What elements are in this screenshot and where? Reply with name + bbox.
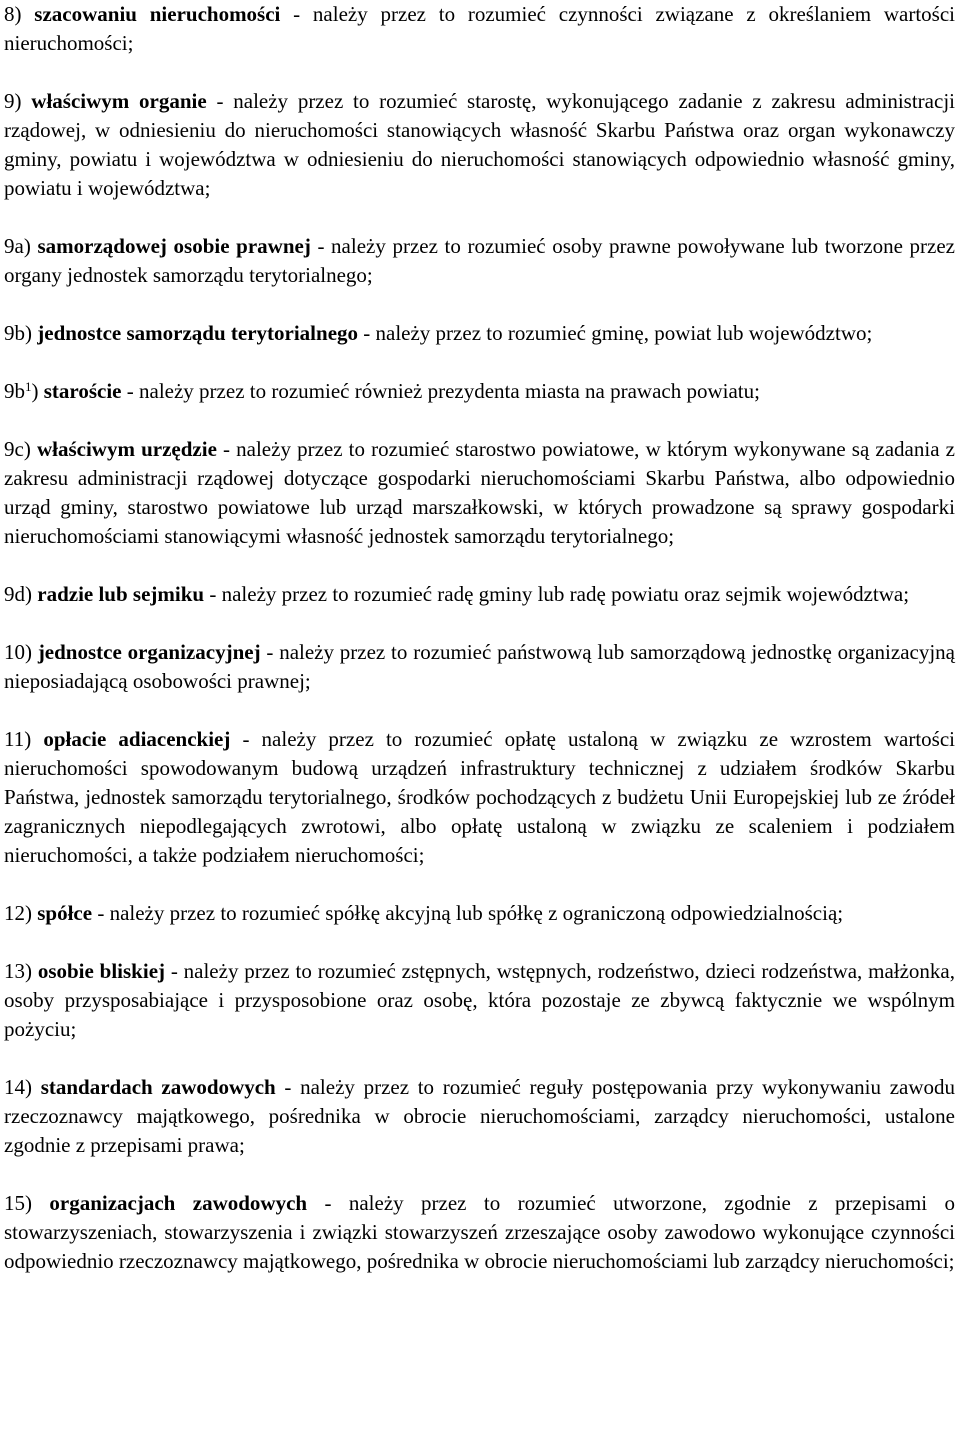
definition-term: staroście	[43, 379, 122, 403]
definition-text: - należy przez to rozumieć reguły postępowania przy wykonywaniu zawodu rzeczoznawcy majątkowego, pośrednika w obrocie nieruchomościami, zarządcy nieruchomości, ustalone zgodnie z przepisami prawa;	[4, 1075, 955, 1157]
definition-term: standardach zawodowych	[40, 1075, 276, 1099]
definition-12	[4, 899, 955, 928]
definition-text: - należy przez to rozumieć czynności związane z określaniem wartości nieruchomości;	[4, 2, 956, 55]
definition-term: jednostce organizacyjnej	[37, 640, 261, 664]
definition-number: 13)	[4, 959, 32, 983]
definition-number: 9)	[4, 89, 22, 113]
definition-9b	[4, 319, 955, 348]
definition-number-suffix: )	[31, 379, 39, 403]
definition-text: - należy przez to rozumieć osoby prawne powoływane lub tworzone przez organy jednostek samorządu terytorialnego;	[4, 234, 956, 287]
definition-text: - należy przez to rozumieć starostę, wykonującego zadanie z zakresu administracji rządowej, w odniesieniu do nieruchomości stanowiących własność Skarbu Państwa oraz organ wykonawczy gminy, powiatu i województwa w odniesieniu do nieruchomości stanowiących odpowiednio własność gminy, powiatu i województwa;	[4, 89, 955, 200]
definition-9	[4, 87, 955, 203]
definition-term: jednostce samorządu terytorialnego	[37, 321, 359, 345]
definition-number: 15)	[4, 1191, 32, 1215]
document-page	[4, 0, 955, 1276]
definition-number: 9b)	[4, 321, 32, 345]
definition-number: 10)	[4, 640, 32, 664]
definition-term: radzie lub sejmiku	[37, 582, 205, 606]
definition-number: 14)	[4, 1075, 32, 1099]
definition-term: właściwym urzędzie	[36, 437, 217, 461]
definition-9a	[4, 232, 955, 290]
definition-number: 9d)	[4, 582, 32, 606]
definition-number: 11)	[4, 727, 32, 751]
definition-text: - należy przez to rozumieć gminę, powiat lub województwo;	[358, 321, 873, 345]
definition-term: właściwym organie	[31, 89, 207, 113]
definition-text: - należy przez to rozumieć również prezydenta miasta na prawach powiatu;	[121, 379, 760, 403]
definition-number-superscript: 1	[25, 379, 32, 394]
definition-term: opłacie adiacenckiej	[43, 727, 231, 751]
definition-8	[4, 0, 955, 58]
definition-15	[4, 1189, 955, 1276]
definition-number: 12)	[4, 901, 32, 925]
definition-text: - należy przez to rozumieć zstępnych, wstępnych, rodzeństwo, dzieci rodzeństwa, małżonka, osoby przysposabiające i przysposobione oraz osobę, która pozostaje ze zbywcą faktycznie we wspólnym pożyciu;	[4, 959, 956, 1041]
definition-9c	[4, 435, 955, 551]
definition-term: szacowaniu nieruchomości	[34, 2, 281, 26]
definition-text: - należy przez to rozumieć starostwo powiatowe, w którym wykonywane są zadania z zakresu administracji rządowej dotyczące gospodarki nieruchomościami Skarbu Państwa, albo odpowiednio urząd gminy, starostwo powiatowe lub urząd marszałkowski, w których prowadzone są sprawy gospodarki nieruchomościami stanowiącymi własność jednostek samorządu terytorialnego;	[4, 437, 955, 548]
definition-term: spółce	[37, 901, 93, 925]
definition-text: - należy przez to rozumieć spółkę akcyjną lub spółkę z ograniczoną odpowiedzialnością;	[92, 901, 844, 925]
definition-number: 9c)	[4, 437, 31, 461]
definition-13	[4, 957, 955, 1044]
definition-term: samorządowej osobie prawnej	[37, 234, 311, 258]
definition-text: - należy przez to rozumieć opłatę ustaloną w związku ze wzrostem wartości nieruchomości spowodowanym budową urządzeń infrastruktury technicznej z udziałem środków Skarbu Państwa, jednostek samorządu terytorialnego, środków pochodzących z budżetu Unii Europejskiej lub ze źródeł zagranicznych niepodlegających zwrotowi, albo opłatę ustaloną w związku ze scaleniem i podziałem nieruchomości, a także podziałem nieruchomości;	[4, 727, 955, 867]
definition-11	[4, 725, 955, 870]
definition-term: osobie bliskiej	[37, 959, 166, 983]
definition-term: organizacjach zawodowych	[49, 1191, 308, 1215]
definition-number: 8)	[4, 2, 22, 26]
definition-number: 9a)	[4, 234, 31, 258]
definition-text: - należy przez to rozumieć radę gminy lub radę powiatu oraz sejmik województwa;	[204, 582, 910, 606]
definition-10	[4, 638, 955, 696]
definition-9b1	[4, 377, 955, 406]
definition-number: 9b	[4, 379, 25, 403]
definition-14	[4, 1073, 955, 1160]
definition-text: - należy przez to rozumieć państwową lub samorządową jednostkę organizacyjną nieposiadającą osobowości prawnej;	[4, 640, 956, 693]
definition-text: - należy przez to rozumieć utworzone, zgodnie z przepisami o stowarzyszeniach, stowarzyszenia i związki stowarzyszeń zrzeszające osoby zawodowo wykonujące czynności odpowiednio rzeczoznawcy majątkowego, pośrednika w obrocie nieruchomościami lub zarządcy nieruchomości;	[4, 1191, 955, 1273]
definition-9d	[4, 580, 955, 609]
